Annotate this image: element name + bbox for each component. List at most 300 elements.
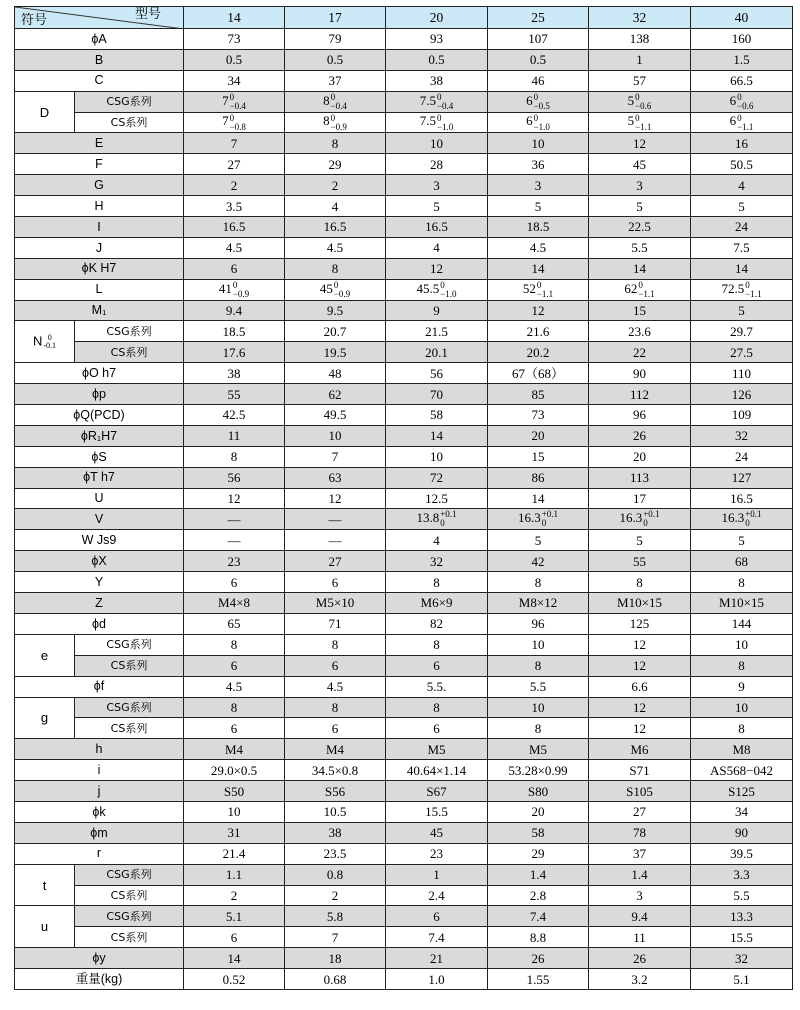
value-cell: 3 [386, 175, 488, 196]
value-cell: 15 [589, 300, 691, 321]
value-cell: 16.5 [285, 217, 386, 238]
tolerance-limits [635, 114, 651, 132]
table-row [15, 927, 793, 948]
tolerance-value [729, 112, 754, 132]
value-cell: 12 [285, 488, 386, 509]
tolerance-value [323, 112, 347, 132]
row-symbol: CSG系列 [75, 697, 184, 718]
tolerance-lower: −0.9 [330, 121, 347, 132]
value-cell: — [184, 509, 285, 530]
value-cell: 5 [691, 530, 793, 551]
tolerance-base: 8 [323, 92, 330, 108]
tolerance-upper: 0 [635, 91, 640, 102]
tolerance-limits [537, 281, 553, 299]
row-symbol: i [15, 760, 184, 781]
value-cell: 56 [386, 363, 488, 384]
model-column-header: 32 [589, 7, 691, 29]
value-cell: 31 [184, 822, 285, 843]
value-cell: 26 [488, 948, 589, 969]
tolerance-value [721, 279, 762, 299]
value-cell: 2 [285, 175, 386, 196]
tolerance-upper: 0 [737, 91, 742, 102]
row-symbol: F [15, 154, 184, 175]
model-column-header: 25 [488, 7, 589, 29]
dimension-spec-table [14, 6, 793, 990]
tolerance-base: 13.8 [416, 510, 440, 526]
value-cell: 4.5 [285, 676, 386, 697]
value-cell [285, 279, 386, 300]
value-cell [184, 279, 285, 300]
value-cell: 12 [184, 488, 285, 509]
table-row [15, 363, 793, 384]
tolerance-upper: 0 [745, 279, 750, 290]
group-tolerance: 0 -0.1 [43, 332, 57, 350]
value-cell: 23 [184, 551, 285, 572]
value-cell: 29.7 [691, 321, 793, 342]
value-cell: 4 [691, 175, 793, 196]
value-cell: 8 [488, 572, 589, 593]
tolerance-limits [230, 114, 246, 132]
table-row [15, 593, 793, 614]
tolerance-upper: 0 [330, 112, 336, 123]
value-cell: 2.8 [488, 885, 589, 906]
tolerance-value [522, 279, 554, 299]
value-cell: 79 [285, 29, 386, 50]
table-row [15, 446, 793, 467]
value-cell: 28 [386, 154, 488, 175]
spec-table-sheet [14, 6, 792, 1004]
value-cell: M8×12 [488, 593, 589, 614]
table-row [15, 133, 793, 154]
row-symbol: ϕy [15, 948, 184, 969]
tolerance-value [624, 279, 655, 299]
value-cell: 56 [184, 467, 285, 488]
value-cell: 4.5 [184, 676, 285, 697]
value-cell: 14 [488, 258, 589, 279]
value-cell: 96 [589, 405, 691, 426]
tolerance-base: 16.3 [721, 510, 745, 526]
value-cell: 5 [589, 530, 691, 551]
row-symbol: ϕd [15, 613, 184, 634]
tolerance-upper: 0 [436, 112, 442, 123]
row-symbol: M₁ [15, 300, 184, 321]
value-cell: M10×15 [691, 593, 793, 614]
tolerance-limits [437, 114, 453, 132]
value-cell: 112 [589, 384, 691, 405]
value-cell: 10.5 [285, 801, 386, 822]
row-symbol: 重量(kg) [15, 969, 184, 990]
tolerance-limits [437, 93, 453, 111]
tolerance-limits [737, 93, 753, 111]
value-cell [184, 91, 285, 112]
value-cell: M10×15 [589, 593, 691, 614]
value-cell: S56 [285, 781, 386, 802]
row-symbol: Z [15, 593, 184, 614]
tolerance-value [517, 509, 559, 529]
value-cell: 7.4 [386, 927, 488, 948]
tolerance-lower: 0 [643, 518, 648, 529]
value-cell: 5.8 [285, 906, 386, 927]
table-row [15, 467, 793, 488]
value-cell: 109 [691, 405, 793, 426]
tolerance-base: 7 [222, 92, 229, 108]
value-cell: 63 [285, 467, 386, 488]
value-cell: 8 [285, 634, 386, 655]
value-cell: 32 [691, 948, 793, 969]
table-row [15, 112, 793, 133]
value-cell: 93 [386, 29, 488, 50]
value-cell: 4 [285, 196, 386, 217]
value-cell: 20.2 [488, 342, 589, 363]
tolerance-base: 7.5 [419, 113, 436, 129]
table-row [15, 509, 793, 530]
value-cell: 68 [691, 551, 793, 572]
tolerance-base: 6 [729, 113, 737, 129]
tolerance-upper: 0 [536, 279, 542, 290]
table-row [15, 948, 793, 969]
value-cell: 23.5 [285, 843, 386, 864]
value-cell: 73 [184, 29, 285, 50]
tolerance-value [419, 91, 454, 111]
value-cell: 8 [488, 655, 589, 676]
value-cell: 6 [184, 655, 285, 676]
value-cell: 0.8 [285, 864, 386, 885]
value-cell: 8 [691, 572, 793, 593]
model-header-label: 型号 [134, 7, 161, 22]
row-symbol: W Js9 [15, 530, 184, 551]
value-cell: 8 [386, 697, 488, 718]
value-cell: 90 [691, 822, 793, 843]
value-cell: 126 [691, 384, 793, 405]
value-cell: 82 [386, 613, 488, 634]
value-cell: S67 [386, 781, 488, 802]
tolerance-limits [440, 510, 456, 528]
value-cell: 1.5 [691, 49, 793, 70]
tolerance-base: 62 [624, 280, 638, 296]
value-cell: M4×8 [184, 593, 285, 614]
tolerance-lower: −1.0 [436, 121, 454, 132]
value-cell: 1 [589, 49, 691, 70]
tolerance-value [319, 279, 351, 299]
table-row [15, 91, 793, 112]
tolerance-lower: −1.0 [533, 121, 550, 132]
value-cell: 42.5 [184, 405, 285, 426]
value-cell: 1.4 [589, 864, 691, 885]
value-cell: 67（68） [488, 363, 589, 384]
value-cell: 3.2 [589, 969, 691, 990]
row-symbol: ϕO h7 [15, 363, 184, 384]
value-cell: 107 [488, 29, 589, 50]
value-cell [691, 509, 793, 530]
value-cell: 12 [589, 133, 691, 154]
value-cell: 70 [386, 384, 488, 405]
value-cell: S71 [589, 760, 691, 781]
value-cell: 5 [691, 196, 793, 217]
value-cell: 73 [488, 405, 589, 426]
value-cell [386, 509, 488, 530]
model-column-header: 20 [386, 7, 488, 29]
value-cell: 18.5 [488, 217, 589, 238]
value-cell: 46 [488, 70, 589, 91]
table-row [15, 488, 793, 509]
tolerance-lower: −0.4 [330, 100, 347, 111]
value-cell: 1.0 [386, 969, 488, 990]
value-cell: 0.5 [386, 49, 488, 70]
value-cell: S50 [184, 781, 285, 802]
tolerance-lower: 0 [541, 518, 547, 529]
table-row [15, 70, 793, 91]
value-cell: 36 [488, 154, 589, 175]
table-row [15, 279, 793, 300]
value-cell: 5 [488, 530, 589, 551]
value-cell: 7.5 [691, 237, 793, 258]
tolerance-lower: −0.5 [533, 100, 550, 111]
value-cell: 6 [184, 572, 285, 593]
table-row [15, 613, 793, 634]
value-cell: 4.5 [184, 237, 285, 258]
value-cell: 23.6 [589, 321, 691, 342]
value-cell: 96 [488, 613, 589, 634]
value-cell: 50.5 [691, 154, 793, 175]
row-symbol: ϕT h7 [15, 467, 184, 488]
value-cell: M5 [488, 739, 589, 760]
value-cell: S125 [691, 781, 793, 802]
row-symbol: I [15, 217, 184, 238]
value-cell: 5.1 [691, 969, 793, 990]
row-symbol: ϕf [15, 676, 184, 697]
tolerance-upper: 0 [436, 91, 442, 102]
value-cell [691, 91, 793, 112]
value-cell: 4 [386, 237, 488, 258]
tolerance-limits [334, 281, 350, 299]
value-cell: 8 [285, 133, 386, 154]
value-cell: 0.68 [285, 969, 386, 990]
tolerance-upper: 0 [635, 112, 640, 123]
value-cell: 7 [285, 927, 386, 948]
tolerance-base: 8 [323, 113, 330, 129]
tolerance-lower: −1.1 [745, 288, 762, 299]
value-cell: 42 [488, 551, 589, 572]
value-cell: 6 [386, 655, 488, 676]
value-cell: AS568−042 [691, 760, 793, 781]
table-row [15, 237, 793, 258]
value-cell: 21 [386, 948, 488, 969]
tolerance-limits [233, 281, 249, 299]
value-cell [386, 279, 488, 300]
value-cell: 0.52 [184, 969, 285, 990]
value-cell: 10 [488, 634, 589, 655]
value-cell: 10 [691, 634, 793, 655]
value-cell: 8 [691, 655, 793, 676]
value-cell: 8 [184, 697, 285, 718]
value-cell: 127 [691, 467, 793, 488]
value-cell: 19.5 [285, 342, 386, 363]
value-cell: 16.5 [184, 217, 285, 238]
value-cell: 8 [488, 718, 589, 739]
value-cell [589, 91, 691, 112]
table-row [15, 342, 793, 363]
row-symbol: ϕK H7 [15, 258, 184, 279]
tolerance-upper: 0 [440, 279, 445, 290]
tolerance-limits [635, 93, 651, 111]
row-symbol: ϕS [15, 446, 184, 467]
value-cell: 71 [285, 613, 386, 634]
value-cell: 32 [691, 425, 793, 446]
value-cell: 9 [691, 676, 793, 697]
value-cell: 21.4 [184, 843, 285, 864]
value-cell: 66.5 [691, 70, 793, 91]
value-cell: 8.8 [488, 927, 589, 948]
table-row [15, 530, 793, 551]
value-cell: 6 [285, 655, 386, 676]
value-cell: 12 [589, 697, 691, 718]
value-cell: 12 [488, 300, 589, 321]
table-row [15, 175, 793, 196]
tolerance-upper: 0 [232, 279, 238, 290]
row-symbol: ϕp [15, 384, 184, 405]
value-cell: — [285, 530, 386, 551]
value-cell: 0.5 [285, 49, 386, 70]
table-row [15, 405, 793, 426]
row-symbol: CSG系列 [75, 634, 184, 655]
row-symbol: r [15, 843, 184, 864]
row-symbol: G [15, 175, 184, 196]
row-symbol: ϕQ(PCD) [15, 405, 184, 426]
tolerance-value [222, 112, 246, 132]
value-cell: 6.6 [589, 676, 691, 697]
value-cell: 2 [285, 885, 386, 906]
tolerance-upper: 0 [229, 91, 235, 102]
value-cell: 65 [184, 613, 285, 634]
tolerance-lower: −0.9 [232, 288, 250, 299]
tolerance-value [729, 91, 754, 111]
value-cell: 45 [386, 822, 488, 843]
tolerance-limits [745, 281, 761, 299]
tolerance-upper: 0 [533, 91, 539, 102]
tolerance-limits [542, 510, 558, 528]
value-cell: 16.5 [691, 488, 793, 509]
tolerance-base: 5 [627, 92, 635, 108]
value-cell: 10 [691, 697, 793, 718]
tolerance-base: 5 [627, 113, 635, 129]
table-row [15, 781, 793, 802]
value-cell: 20 [589, 446, 691, 467]
tolerance-upper: +0.1 [643, 509, 660, 520]
value-cell: 8 [589, 572, 691, 593]
value-cell: 29.0×0.5 [184, 760, 285, 781]
value-cell: M4 [285, 739, 386, 760]
row-symbol: CS系列 [75, 718, 184, 739]
value-cell: 90 [589, 363, 691, 384]
tolerance-upper: 0 [229, 112, 235, 123]
tolerance-lower: −1.1 [536, 288, 554, 299]
table-row [15, 196, 793, 217]
value-cell [488, 91, 589, 112]
table-row [15, 300, 793, 321]
tolerance-upper: 0 [638, 279, 643, 290]
tolerance-limits [643, 510, 659, 528]
row-symbol: B [15, 49, 184, 70]
value-cell: 13.3 [691, 906, 793, 927]
value-cell: M6 [589, 739, 691, 760]
value-cell: 10 [386, 133, 488, 154]
value-cell: 38 [386, 70, 488, 91]
tolerance-base: 7.5 [419, 92, 436, 108]
value-cell: 24 [691, 217, 793, 238]
tolerance-upper: 0 [330, 91, 336, 102]
header-corner-cell [15, 7, 184, 29]
group-label-t: t [15, 864, 75, 906]
tolerance-value [323, 91, 347, 111]
tolerance-limits [440, 281, 456, 299]
table-row [15, 864, 793, 885]
value-cell: 27 [589, 801, 691, 822]
value-cell: 27 [285, 551, 386, 572]
value-cell: 8 [184, 446, 285, 467]
value-cell: 14 [589, 258, 691, 279]
value-cell: 20 [488, 801, 589, 822]
value-cell [386, 91, 488, 112]
value-cell: 18.5 [184, 321, 285, 342]
value-cell: 85 [488, 384, 589, 405]
value-cell: 9.5 [285, 300, 386, 321]
row-symbol: ϕk [15, 801, 184, 822]
tolerance-base: 6 [729, 92, 737, 108]
table-row [15, 154, 793, 175]
value-cell: 10 [488, 697, 589, 718]
value-cell: M8 [691, 739, 793, 760]
value-cell: 10 [285, 425, 386, 446]
table-row [15, 551, 793, 572]
value-cell: 160 [691, 29, 793, 50]
tolerance-lower: −0.4 [229, 100, 246, 111]
value-cell: 2 [184, 175, 285, 196]
value-cell: 14 [691, 258, 793, 279]
value-cell [691, 279, 793, 300]
value-cell: 5.5 [589, 237, 691, 258]
value-cell: 5 [589, 196, 691, 217]
value-cell: 8 [386, 572, 488, 593]
tolerance-value [419, 112, 454, 132]
value-cell: 1.55 [488, 969, 589, 990]
value-cell: 86 [488, 467, 589, 488]
value-cell [386, 112, 488, 133]
tolerance-upper: 0 [533, 112, 539, 123]
row-symbol: E [15, 133, 184, 154]
value-cell: 55 [589, 551, 691, 572]
symbol-header-label: 符号 [21, 13, 48, 28]
row-symbol: CS系列 [75, 927, 184, 948]
value-cell: 5.5 [488, 676, 589, 697]
value-cell: 27.5 [691, 342, 793, 363]
group-label-e: e [15, 634, 75, 676]
value-cell: 20.7 [285, 321, 386, 342]
value-cell: 37 [589, 843, 691, 864]
value-cell: M6×9 [386, 593, 488, 614]
value-cell: 78 [589, 822, 691, 843]
value-cell: 10 [184, 801, 285, 822]
value-cell: 12 [589, 655, 691, 676]
value-cell: M5 [386, 739, 488, 760]
tolerance-lower: −0.8 [229, 121, 246, 132]
value-cell [589, 509, 691, 530]
value-cell: 26 [589, 948, 691, 969]
tolerance-upper: 0 [333, 279, 339, 290]
value-cell: 4.5 [285, 237, 386, 258]
value-cell: 11 [184, 425, 285, 446]
value-cell: 11 [589, 927, 691, 948]
tolerance-lower: −0.6 [737, 100, 754, 111]
